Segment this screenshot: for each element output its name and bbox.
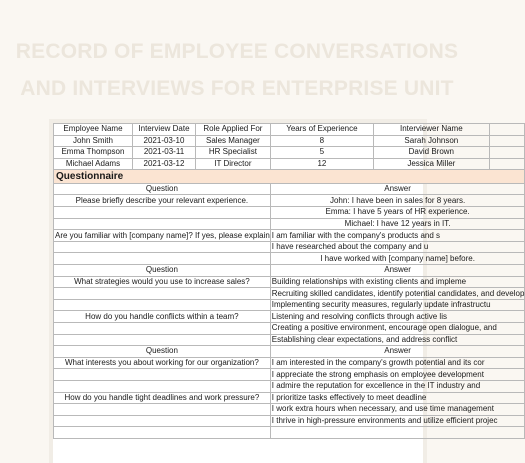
role-applied: IT Director [196, 158, 271, 170]
question-cell: What interests you about working for our organization? [54, 357, 271, 369]
answer-cell: I admire the reputation for excellence in the IT industry and [270, 380, 525, 392]
interviewer-name: David Brown [374, 147, 490, 159]
interview-date: 2021-03-10 [132, 135, 195, 147]
empty-cell [489, 147, 525, 159]
qa-header-row [54, 183, 525, 195]
question-header: Question [54, 346, 271, 358]
employee-name: Michael Adams [54, 158, 133, 170]
column-header: Role Applied For [196, 124, 271, 136]
years-experience: 8 [270, 135, 373, 147]
column-header: Interview Date [132, 124, 195, 136]
employee-name: John Smith [54, 135, 133, 147]
qa-row [54, 404, 525, 416]
years-experience: 12 [270, 158, 373, 170]
interview-date: 2021-03-12 [132, 158, 195, 170]
qa-row [54, 334, 525, 346]
qa-row [54, 253, 525, 265]
employee-header-row [54, 124, 525, 136]
spreadsheet [53, 123, 525, 463]
answer-cell: I appreciate the strong emphasis on employee development [270, 369, 525, 381]
qa-row [54, 369, 525, 381]
page-title-line-1: RECORD OF EMPLOYEE CONVERSATIONS [15, 40, 459, 63]
answer-cell: Recruiting skilled candidates, identify potential candidates, and develop [271, 288, 525, 298]
empty-cell [54, 427, 271, 439]
column-header: Employee Name [54, 124, 133, 136]
qa-row [54, 380, 525, 392]
answer-cell: I have researched about the company and u [270, 241, 525, 253]
column-header: Years of Experience [270, 124, 373, 136]
years-experience: 5 [270, 147, 373, 159]
qa-row [54, 218, 525, 230]
answer-cell: Emma: I have 5 years of HR experience. [270, 207, 525, 219]
empty-cell [489, 135, 525, 147]
question-cell: Please briefly describe your relevant experience. [54, 195, 271, 207]
qa-row [54, 311, 525, 323]
questionnaire-title: Questionnaire [54, 170, 525, 184]
qa-row [54, 299, 525, 311]
answer-cell: Listening and resolving conflicts through active lis [270, 311, 525, 323]
question-header: Question [54, 183, 271, 195]
questionnaire-title-row [54, 170, 525, 184]
answer-header: Answer [270, 346, 525, 358]
answer-header: Answer [270, 183, 525, 195]
question-cell [54, 334, 271, 346]
interview-date: 2021-03-11 [132, 147, 195, 159]
answer-cell: I work extra hours when necessary, and use time management [270, 404, 525, 416]
qa-row [54, 323, 525, 335]
qa-header-row [54, 265, 525, 277]
empty-cell [489, 124, 525, 136]
question-header: Question [54, 265, 271, 277]
question-cell [54, 380, 271, 392]
answer-header: Answer [270, 265, 525, 277]
employee-row [54, 147, 525, 159]
question-cell [54, 415, 271, 427]
qa-row [54, 288, 525, 300]
qa-row [54, 392, 525, 404]
spreadsheet-table [53, 123, 525, 439]
question-cell [54, 404, 271, 416]
question-cell: What strategies would you use to increase sales? [54, 276, 271, 288]
answer-cell: Implementing security measures, regularly update infrastructu [270, 299, 525, 311]
answer-cell: Michael: I have 12 years in IT. [270, 218, 525, 230]
answer-cell: I am interested in the company's growth potential and its cor [270, 357, 525, 369]
role-applied: Sales Manager [196, 135, 271, 147]
question-cell [54, 241, 271, 253]
question-cell [54, 207, 271, 219]
answer-cell: I am familiar with the company's products and s [270, 230, 525, 242]
question-cell [54, 299, 271, 311]
question-cell [54, 218, 271, 230]
question-cell [54, 323, 271, 335]
answer-cell: I prioritize tasks effectively to meet deadline [270, 392, 525, 404]
column-header: Interviewer Name [374, 124, 490, 136]
qa-header-row [54, 346, 525, 358]
question-cell [54, 369, 271, 381]
qa-row [54, 276, 525, 288]
qa-row [54, 230, 525, 242]
employee-row [54, 135, 525, 147]
qa-row [54, 241, 525, 253]
question-cell [54, 288, 271, 300]
answer-cell: Building relationships with existing clients and impleme [270, 276, 525, 288]
question-cell [54, 253, 271, 265]
question-cell: How do you handle tight deadlines and work pressure? [54, 392, 271, 404]
qa-row [54, 195, 525, 207]
qa-row [54, 415, 525, 427]
answer-cell: Establishing clear expectations, and address conflict [270, 334, 525, 346]
question-cell: Are you familiar with [company name]? If yes, please explain [55, 230, 270, 240]
qa-row [54, 357, 525, 369]
role-applied: HR Specialist [196, 147, 271, 159]
question-cell: How do you handle conflicts within a team? [54, 311, 271, 323]
page-title-line-2: AND INTERVIEWS FOR ENTERPRISE UNIT [20, 77, 454, 100]
empty-cell [489, 158, 525, 170]
answer-cell: I have worked with [company name] before. [270, 253, 525, 265]
answer-cell: I thrive in high-pressure environments and utilize efficient projec [270, 415, 525, 427]
qa-row [54, 207, 525, 219]
employee-row [54, 158, 525, 170]
interviewer-name: Sarah Johnson [374, 135, 490, 147]
interviewer-name: Jessica Miller [374, 158, 490, 170]
answer-cell: Creating a positive environment, encourage open dialogue, and [270, 323, 525, 335]
empty-cell [270, 427, 525, 439]
employee-name: Emma Thompson [54, 147, 133, 159]
answer-cell: John: I have been in sales for 8 years. [270, 195, 525, 207]
empty-row [54, 427, 525, 439]
